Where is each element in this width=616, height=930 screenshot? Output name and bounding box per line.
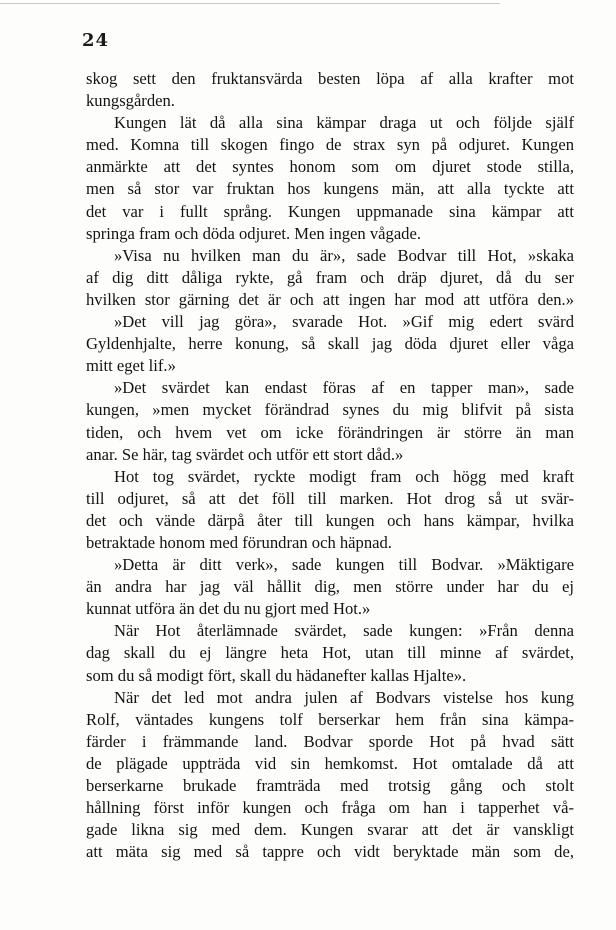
text-line: »Detta är ditt verk», sade kungen till Bodvar. »Mäktigare — [114, 555, 574, 575]
text-line: »Visa nu hvilken man du är», sade Bodvar till Hot, »skaka — [114, 245, 574, 265]
text-line: När Hot återlämnade svärdet, sade kungen: »Från denna — [114, 621, 574, 641]
text-line: mitt eget lif.» — [86, 356, 176, 376]
text-line: När det led mot andra julen af Bodvars vistelse hos kung — [114, 687, 574, 707]
text-line: färder i främmande land. Bodvar sporde Hot på hvad sätt — [86, 731, 574, 751]
body-text — [86, 68, 574, 863]
text-line: anmärkte att det syntes honom som om djuret stode stilla, — [86, 157, 574, 177]
text-line: det var i fullt språng. Kungen uppmanade sina kämpar att — [86, 201, 574, 221]
text-line: att mäta sig med så tappre och vidt beryktade män som de, — [86, 842, 574, 862]
text-line: de plägade uppträda vid sin hemkomst. Hot omtalade då att — [86, 753, 574, 773]
text-line: hvilken stor gärning det är och att ingen har mod att utföra den.» — [86, 289, 574, 309]
text-line: gade likna sig med dem. Kungen svarar att det är vanskligt — [86, 820, 574, 840]
text-line: kungen, »men mycket förändrad synes du mig blifvit på sista — [86, 400, 574, 420]
text-line: kunnat utföra än det du nu gjort med Hot.» — [86, 599, 371, 619]
text-line: än andra har jag väl hållit dig, men större under har du ej — [86, 577, 574, 597]
text-line: »Det vill jag göra», svarade Hot. »Gif mig edert svärd — [114, 312, 574, 332]
text-line: tiden, och hvem vet om icke förändringen är större än man — [86, 422, 574, 442]
page-number: 24 — [82, 30, 110, 51]
text-line: af dig ditt dåliga rykte, gå fram och dräp djuret, då du ser — [86, 267, 574, 287]
text-line: med. Komna till skogen fingo de strax syn på odjuret. Kungen — [86, 135, 574, 155]
text-line: det och vände därpå åter till kungen och hans kämpar, hvilka — [86, 510, 574, 530]
text-line: Rolf, väntades kungens tolf berserkar hem från sina kämpa- — [86, 709, 574, 729]
text-line: till odjuret, så att det föll till marken. Hot drog så ut svär- — [86, 488, 574, 508]
text-line: skog sett den fruktansvärda besten löpa af alla krafter mot — [86, 69, 574, 88]
top-edge-rule — [0, 3, 500, 4]
text-line: hållning först inför kungen och fråga om han i tapperhet vå- — [86, 798, 574, 818]
text-line: springa fram och döda odjuret. Men ingen vågade. — [86, 223, 421, 243]
text-line: som du så modigt fört, skall du hädanefter kallas Hjalte». — [86, 665, 467, 685]
text-line: »Det svärdet kan endast föras af en tapper man», sade — [114, 378, 574, 398]
text-line: anar. Se här, tag svärdet och utför ett stort dåd.» — [86, 444, 404, 464]
text-line: berserkarne brukade framträda med trotsig gång och stolt — [86, 776, 574, 795]
text-line: betraktade honom med förundran och häpnad. — [86, 532, 392, 552]
text-line: men så stor var fruktan hos kungens män, att alla tyckte att — [86, 179, 574, 199]
text-line: dag skall du ej längre heta Hot, utan till minne af svärdet, — [86, 643, 574, 663]
text-line: Kungen lät då alla sina kämpar draga ut och följde själf — [114, 113, 574, 133]
text-line: Hot tog svärdet, ryckte modigt fram och högg med kraft — [114, 466, 574, 486]
text-line: kungsgården. — [86, 91, 175, 111]
text-line: Gyldenhjalte, herre konung, så skall jag döda djuret eller våga — [86, 334, 574, 354]
